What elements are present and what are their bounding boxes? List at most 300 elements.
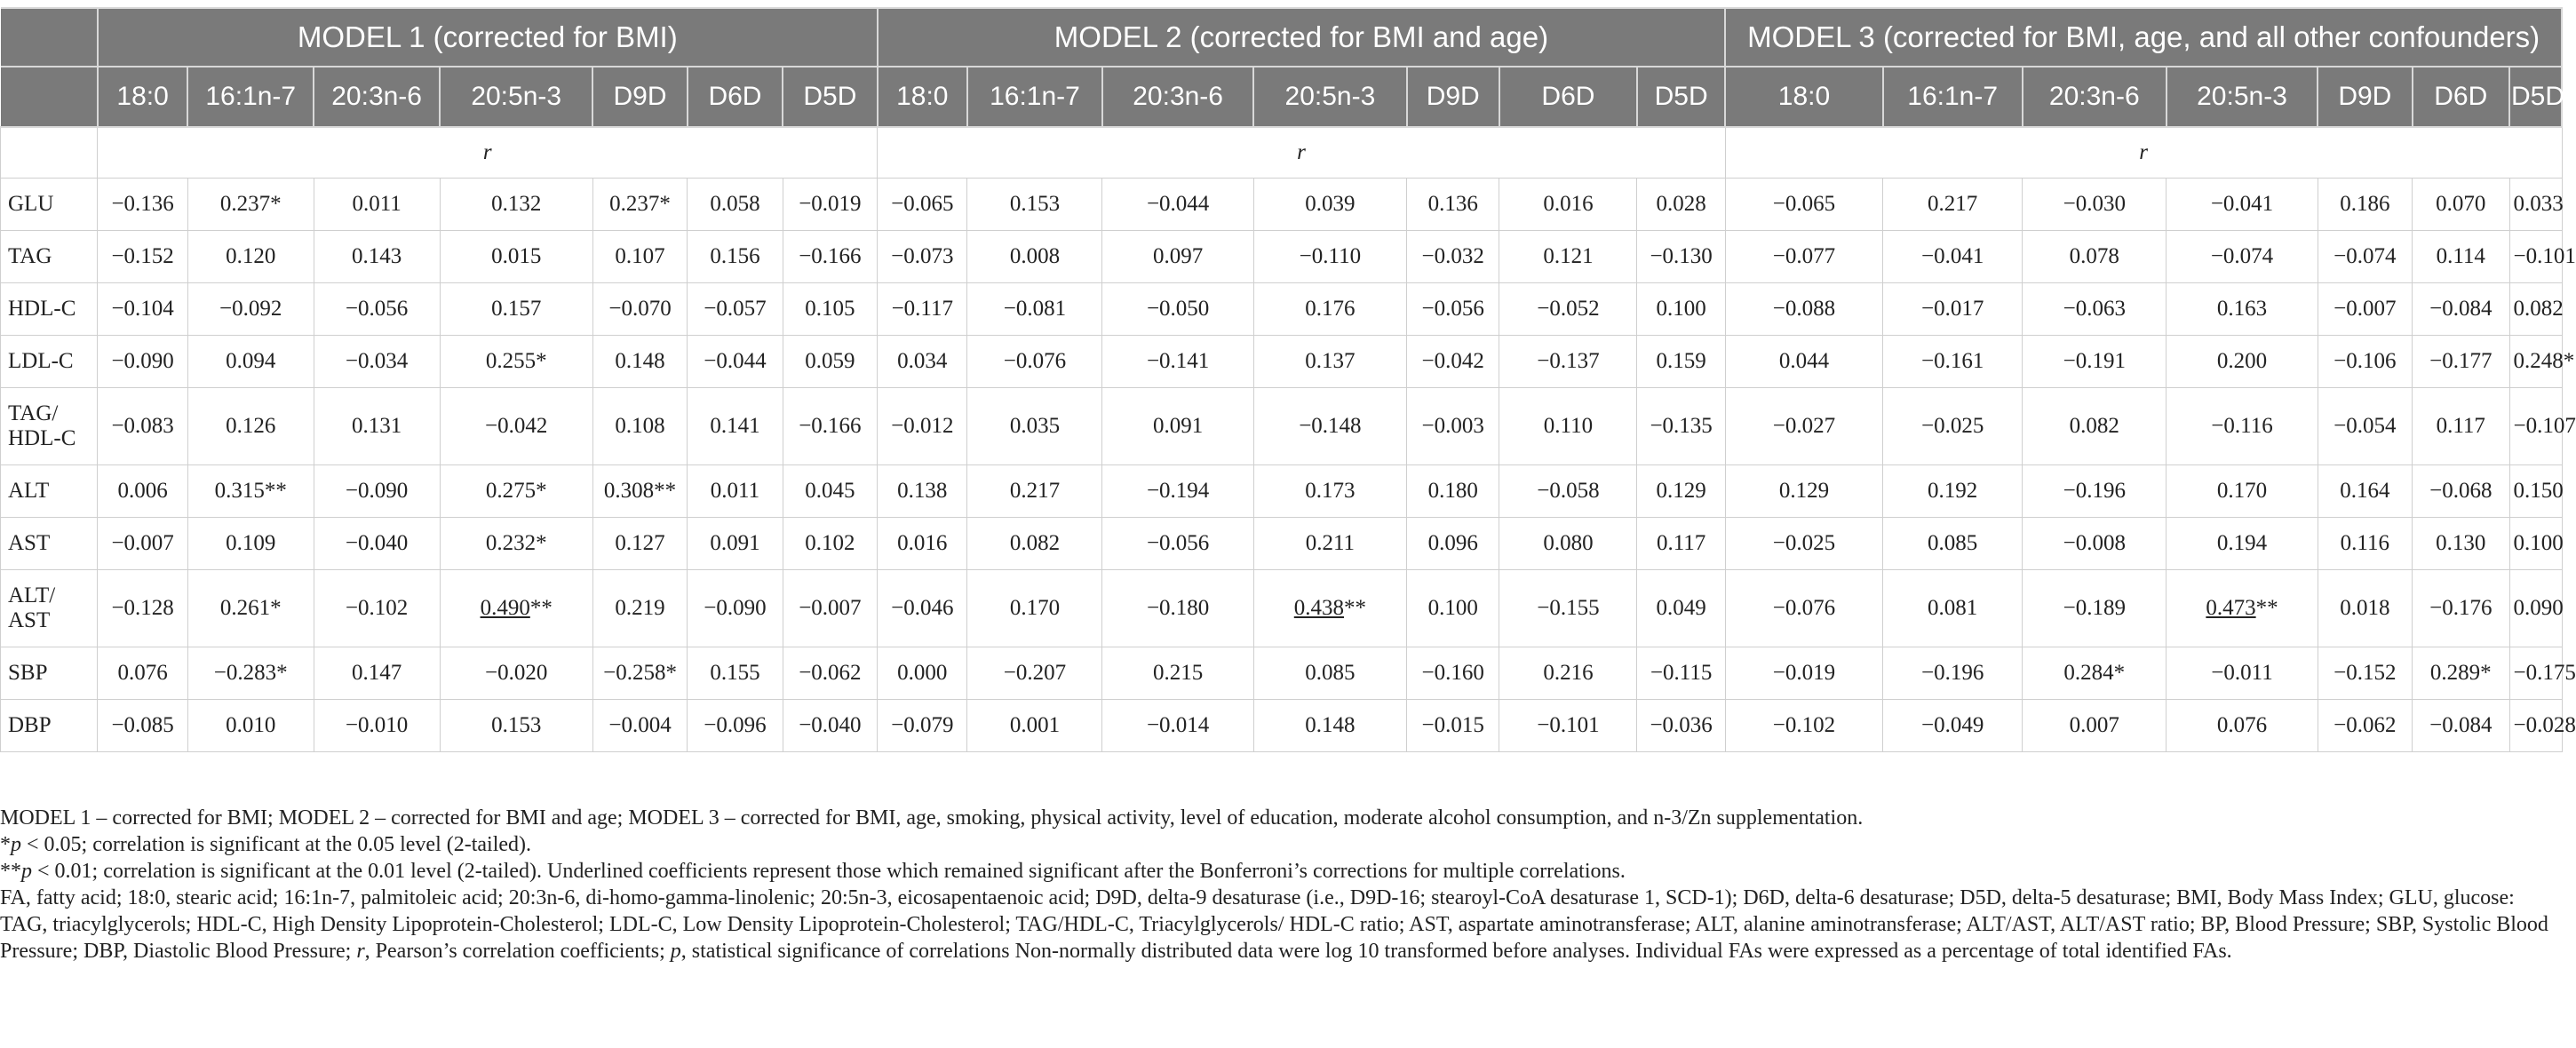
cell-value: −0.007	[2334, 297, 2397, 321]
cell-value: −0.025	[1921, 414, 1984, 438]
cell-value: −0.007	[111, 531, 174, 555]
cell-value: 0.194	[2216, 531, 2268, 555]
table-cell	[783, 518, 877, 570]
table-cell	[440, 388, 592, 465]
table-cell	[878, 465, 967, 518]
table-cell	[1883, 231, 2023, 283]
table-cell	[2509, 647, 2576, 700]
table-cell	[2318, 231, 2412, 283]
significance-marker: *	[536, 349, 547, 373]
significance-marker: *	[536, 479, 547, 503]
cell-value: −0.074	[2210, 244, 2274, 268]
table-row	[1, 700, 2563, 752]
table-cell	[187, 336, 314, 388]
cell-value: 0.120	[226, 244, 276, 268]
table-cell	[1407, 700, 1499, 752]
cell-value: −0.084	[2429, 297, 2493, 321]
cell-value: −0.058	[1537, 479, 1600, 503]
cell-value: −0.028	[2513, 713, 2576, 737]
table-cell	[1407, 231, 1499, 283]
cell-value: 0.490	[480, 596, 530, 620]
table-cell	[1725, 283, 1882, 336]
table-footnotes	[0, 805, 2549, 965]
table-cell	[878, 388, 967, 465]
table-cell	[314, 700, 440, 752]
table-cell	[440, 570, 592, 647]
table-cell	[592, 283, 687, 336]
table-cell	[1102, 388, 1253, 465]
cell-value: 0.289	[2429, 661, 2481, 685]
cell-value: −0.062	[799, 661, 862, 685]
table-cell	[878, 647, 967, 700]
cell-value: −0.088	[1772, 297, 1836, 321]
table-row	[1, 570, 2563, 647]
cell-value: 0.076	[2216, 713, 2268, 737]
table-cell	[2318, 388, 2412, 465]
table-cell	[878, 231, 967, 283]
table-cell	[1725, 179, 1882, 231]
cell-value: −0.083	[111, 414, 174, 438]
column-header: 20:5n-3	[440, 67, 592, 127]
table-cell	[783, 179, 877, 231]
column-header: D6D	[2413, 67, 2509, 127]
table-cell	[967, 388, 1102, 465]
table-cell	[1499, 283, 1637, 336]
table-cell	[1499, 231, 1637, 283]
table-row	[1, 336, 2563, 388]
table-cell	[2167, 570, 2318, 647]
cell-value: −0.115	[1650, 661, 1713, 685]
cell-value: 0.100	[2513, 531, 2564, 555]
table-cell	[967, 700, 1102, 752]
table-cell	[2023, 465, 2167, 518]
table-cell	[688, 465, 783, 518]
cell-value: 0.006	[117, 479, 168, 503]
cell-value: −0.135	[1650, 414, 1713, 438]
table-cell	[314, 518, 440, 570]
cell-value: 0.116	[2340, 531, 2389, 555]
cell-value: 0.117	[1656, 531, 1706, 555]
cell-value: 0.081	[1928, 596, 1978, 620]
table-cell	[2167, 465, 2318, 518]
cell-value: 0.076	[117, 661, 168, 685]
table-row	[1, 465, 2563, 518]
header-corner-2	[1, 67, 98, 127]
table-cell	[2023, 570, 2167, 647]
significance-marker: *	[270, 192, 282, 216]
cell-value: −0.102	[1772, 713, 1836, 737]
cell-value: −0.068	[2429, 479, 2493, 503]
cell-value: −0.160	[1421, 661, 1484, 685]
cell-value: −0.007	[799, 596, 862, 620]
cell-value: −0.196	[2063, 479, 2126, 503]
column-header: 18:0	[98, 67, 187, 127]
cell-value: −0.063	[2063, 297, 2126, 321]
cell-value: −0.020	[485, 661, 548, 685]
table-cell	[440, 465, 592, 518]
table-cell	[2318, 336, 2412, 388]
cell-value: −0.141	[1146, 349, 1210, 373]
cell-value: −0.044	[1146, 192, 1210, 216]
row-label: HDL-C	[1, 283, 98, 336]
table-cell	[314, 465, 440, 518]
table-cell	[1725, 518, 1882, 570]
table-cell	[688, 700, 783, 752]
table-cell	[1499, 518, 1637, 570]
table-cell	[1499, 700, 1637, 752]
table-cell	[2318, 700, 2412, 752]
table-cell	[98, 283, 187, 336]
table-cell	[2509, 283, 2562, 336]
table-cell	[1102, 570, 1253, 647]
table-cell	[2318, 570, 2412, 647]
significance-marker: **	[1344, 596, 1367, 620]
table-cell	[98, 336, 187, 388]
table-cell	[1407, 388, 1499, 465]
column-header: D5D	[1637, 67, 1725, 127]
column-header: 16:1n-7	[967, 67, 1102, 127]
table-cell	[2167, 647, 2318, 700]
row-label: SBP	[1, 647, 98, 700]
table-cell	[2509, 518, 2562, 570]
significance-marker: **	[654, 479, 677, 503]
table-cell	[592, 465, 687, 518]
cell-value: 0.105	[805, 297, 855, 321]
cell-value: 0.126	[226, 414, 276, 438]
cell-value: 0.176	[1305, 297, 1356, 321]
cell-value: −0.130	[1650, 244, 1713, 268]
cell-value: 0.248	[2513, 349, 2564, 373]
cell-value: 0.261	[219, 596, 271, 620]
r-label-model-3: r	[1725, 127, 2562, 179]
cell-value: −0.191	[2063, 349, 2126, 373]
cell-value: −0.196	[1921, 661, 1984, 685]
significance-marker: *	[659, 192, 671, 216]
cell-value: 0.180	[1427, 479, 1478, 503]
cell-value: −0.019	[799, 192, 862, 216]
table-cell	[314, 388, 440, 465]
table-cell	[314, 647, 440, 700]
table-cell	[440, 700, 592, 752]
cell-value: 0.001	[1009, 713, 1061, 737]
cell-value: −0.008	[2063, 531, 2126, 555]
table-cell	[187, 647, 314, 700]
table-cell	[1407, 647, 1499, 700]
table-cell	[783, 388, 877, 465]
table-cell	[2023, 700, 2167, 752]
table-cell	[1407, 179, 1499, 231]
column-header: D9D	[1407, 67, 1499, 127]
cell-value: 0.237	[219, 192, 271, 216]
row-label: GLU	[1, 179, 98, 231]
table-cell	[1883, 283, 2023, 336]
table-row	[1, 388, 2563, 465]
table-cell	[1253, 700, 1406, 752]
table-cell	[187, 283, 314, 336]
cell-value: 0.114	[2436, 244, 2485, 268]
table-cell	[1253, 518, 1406, 570]
cell-value: −0.030	[2063, 192, 2126, 216]
table-cell	[2413, 647, 2509, 700]
row-label-line: HDL-C	[8, 426, 76, 450]
cell-value: −0.054	[2334, 414, 2397, 438]
table-cell	[878, 700, 967, 752]
footnote-abbreviations: FA, fatty acid; 18:0, stearic acid; 16:1n-7, palmitoleic acid; 20:3n-6, di-homo-gamma-linolenic; 20:5n-3, eicosapentaenoic acid; D9D, delta-9 desaturase (i.e., D9D-16; stearoyl-CoA desaturase 1, SCD-1); D6D, delta-6 desaturase; D5D, delta-5 desaturase; BMI, Body Mass Index; GLU, glucose: TAG, triacylglycerols; HDL-C, High Density Lipoprotein-Cholesterol; LDL-C, Low Density Lipoprotein-Cholesterol; TAG/HDL-C, Triacylglycerols/ HDL-C ratio; AST, aspartate aminotransferase; ALT, alanine aminotransferase; ALT/AST, ALT/AST ratio; BP, Blood Pressure; SBP, Systolic Blood Pressure; DBP, Diastolic Blood Pressure; r, Pearson’s correlation coefficients; p, statistical significance of correlations Non-normally distributed data were log 10 transformed before analyses. Individual FAs were expressed as a percentage of total identified FAs.	[0, 886, 2548, 963]
table-row	[1, 231, 2563, 283]
column-header: D6D	[688, 67, 783, 127]
cell-value: 0.237	[609, 192, 660, 216]
cell-value: 0.132	[491, 192, 542, 216]
cell-value: 0.153	[491, 713, 542, 737]
table-cell	[967, 570, 1102, 647]
cell-value: −0.116	[2211, 414, 2273, 438]
cell-value: 0.159	[1656, 349, 1706, 373]
table-cell	[783, 570, 877, 647]
table-cell	[688, 647, 783, 700]
cell-value: −0.166	[799, 244, 862, 268]
model-1-header: MODEL 1 (corrected for BMI)	[98, 8, 878, 67]
table-cell	[187, 388, 314, 465]
table-cell	[1883, 465, 2023, 518]
table-cell	[688, 283, 783, 336]
significance-marker: **	[264, 479, 287, 503]
significance-marker: **	[2255, 596, 2278, 620]
cell-value: 0.315	[214, 479, 265, 503]
cell-value: 0.148	[615, 349, 665, 373]
column-header: 20:5n-3	[1253, 67, 1406, 127]
table-cell	[1637, 647, 1725, 700]
cell-value: −0.090	[345, 479, 409, 503]
r-row-label	[1, 127, 98, 179]
cell-value: 0.127	[615, 531, 665, 555]
cell-value: 0.141	[710, 414, 760, 438]
table-cell	[592, 179, 687, 231]
column-header: 16:1n-7	[1883, 67, 2023, 127]
table-cell	[967, 465, 1102, 518]
cell-value: 0.200	[2216, 349, 2268, 373]
table-cell	[187, 518, 314, 570]
table-cell	[1637, 283, 1725, 336]
table-cell	[1407, 283, 1499, 336]
cell-value: 0.015	[491, 244, 542, 268]
table-cell	[2318, 518, 2412, 570]
cell-value: −0.052	[1537, 297, 1600, 321]
cell-value: 0.096	[1427, 531, 1478, 555]
cell-value: 0.164	[2340, 479, 2390, 503]
table-cell	[1499, 465, 1637, 518]
table-row	[1, 647, 2563, 700]
cell-value: 0.170	[2216, 479, 2268, 503]
significance-marker: *	[2113, 661, 2126, 685]
table-cell	[1499, 336, 1637, 388]
model-2-header: MODEL 2 (corrected for BMI and age)	[878, 8, 1726, 67]
cell-value: −0.258	[603, 661, 666, 685]
cell-value: −0.106	[2334, 349, 2397, 373]
cell-value: 0.217	[1009, 479, 1061, 503]
cell-value: −0.041	[1921, 244, 1984, 268]
cell-value: 0.157	[491, 297, 542, 321]
cell-value: −0.040	[799, 713, 862, 737]
table-cell	[967, 179, 1102, 231]
cell-value: −0.044	[704, 349, 767, 373]
table-cell	[2318, 465, 2412, 518]
cell-value: −0.012	[891, 414, 954, 438]
table-cell	[1102, 647, 1253, 700]
table-cell	[592, 647, 687, 700]
table-cell	[2023, 647, 2167, 700]
cell-value: −0.092	[219, 297, 282, 321]
cell-value: 0.136	[1427, 192, 1478, 216]
table-row	[1, 179, 2563, 231]
cell-value: −0.136	[111, 192, 174, 216]
cell-value: 0.094	[226, 349, 276, 373]
table-cell	[314, 179, 440, 231]
table-cell	[440, 283, 592, 336]
cell-value: −0.148	[1299, 414, 1362, 438]
table-cell	[878, 179, 967, 231]
cell-value: 0.082	[2069, 414, 2119, 438]
table-cell	[1637, 465, 1725, 518]
cell-value: 0.091	[710, 531, 760, 555]
cell-value: −0.152	[111, 244, 174, 268]
footnote-models: MODEL 1 – corrected for BMI; MODEL 2 – corrected for BMI and age; MODEL 3 – corrected for BMI, age, smoking, physical activity, level of education, moderate alcohol consumption, and n-3/Zn supplementation.	[0, 806, 1864, 830]
cell-value: −0.137	[1537, 349, 1600, 373]
table-cell	[1499, 179, 1637, 231]
column-header: D5D	[783, 67, 877, 127]
table-cell	[1883, 647, 2023, 700]
table-cell	[967, 518, 1102, 570]
cell-value: −0.175	[2513, 661, 2576, 685]
column-header: D5D	[2509, 67, 2562, 127]
cell-value: −0.076	[1772, 596, 1836, 620]
column-header: D6D	[1499, 67, 1637, 127]
cell-value: 0.016	[897, 531, 948, 555]
cell-value: −0.036	[1650, 713, 1713, 737]
significance-marker: *	[536, 531, 547, 555]
cell-value: −0.180	[1146, 596, 1210, 620]
table-cell	[1407, 336, 1499, 388]
table-cell	[1637, 336, 1725, 388]
table-cell	[1407, 518, 1499, 570]
table-cell	[878, 336, 967, 388]
column-header: 20:3n-6	[2023, 67, 2167, 127]
cell-value: 0.137	[1305, 349, 1356, 373]
cell-value: −0.101	[1537, 713, 1600, 737]
cell-value: 0.186	[2340, 192, 2390, 216]
column-header: 18:0	[878, 67, 967, 127]
table-cell	[688, 570, 783, 647]
table-cell	[1637, 179, 1725, 231]
row-label	[1, 570, 98, 647]
cell-value: 0.173	[1305, 479, 1356, 503]
table-cell	[592, 231, 687, 283]
cell-value: 0.045	[805, 479, 855, 503]
table-cell	[1637, 231, 1725, 283]
cell-value: −0.065	[1772, 192, 1836, 216]
table-cell	[1253, 231, 1406, 283]
table-cell	[2509, 465, 2562, 518]
table-cell	[2413, 179, 2509, 231]
table-cell	[187, 179, 314, 231]
cell-value: −0.056	[1421, 297, 1484, 321]
table-cell	[967, 231, 1102, 283]
table-cell	[440, 336, 592, 388]
table-cell	[440, 179, 592, 231]
table-cell	[1499, 647, 1637, 700]
cell-value: 0.153	[1009, 192, 1061, 216]
cell-value: −0.070	[608, 297, 672, 321]
cell-value: −0.077	[1772, 244, 1836, 268]
table-cell	[1883, 570, 2023, 647]
cell-value: −0.079	[891, 713, 954, 737]
table-cell	[2413, 570, 2509, 647]
cell-value: 0.155	[710, 661, 760, 685]
cell-value: −0.050	[1146, 297, 1210, 321]
cell-value: 0.082	[2513, 297, 2564, 321]
table-cell	[98, 700, 187, 752]
table-cell	[314, 336, 440, 388]
table-cell	[98, 388, 187, 465]
cell-value: 0.059	[805, 349, 855, 373]
table-cell	[2023, 179, 2167, 231]
cell-value: 0.033	[2513, 192, 2564, 216]
cell-value: −0.104	[111, 297, 174, 321]
cell-value: −0.017	[1921, 297, 1984, 321]
cell-value: −0.176	[2429, 596, 2493, 620]
row-label-line: TAG/	[8, 401, 59, 425]
table-cell	[2413, 700, 2509, 752]
cell-value: 0.308	[603, 479, 655, 503]
cell-value: −0.046	[891, 596, 954, 620]
cell-value: −0.027	[1772, 414, 1836, 438]
cell-value: 0.163	[2216, 297, 2268, 321]
cell-value: −0.283	[213, 661, 277, 685]
cell-value: 0.215	[1152, 661, 1204, 685]
table-cell	[1102, 700, 1253, 752]
table-cell	[688, 231, 783, 283]
table-cell	[1253, 179, 1406, 231]
table-cell	[98, 179, 187, 231]
table-cell	[1725, 465, 1882, 518]
significance-marker: *	[2563, 349, 2575, 373]
cell-value: −0.019	[1772, 661, 1836, 685]
column-header: D9D	[592, 67, 687, 127]
table-cell	[592, 700, 687, 752]
table-cell	[1725, 336, 1882, 388]
cell-value: −0.081	[1003, 297, 1067, 321]
column-header: 20:3n-6	[1102, 67, 1253, 127]
table-cell	[688, 388, 783, 465]
cell-value: −0.166	[799, 414, 862, 438]
column-header: 20:3n-6	[314, 67, 440, 127]
significance-marker: *	[270, 596, 282, 620]
table-cell	[1102, 336, 1253, 388]
cell-value: −0.102	[345, 596, 409, 620]
cell-value: 0.100	[1427, 596, 1478, 620]
table-cell	[2023, 231, 2167, 283]
cell-value: −0.177	[2429, 349, 2493, 373]
cell-value: −0.041	[2210, 192, 2274, 216]
cell-value: −0.084	[2429, 713, 2493, 737]
cell-value: −0.110	[1299, 244, 1362, 268]
cell-value: 0.028	[1656, 192, 1706, 216]
cell-value: 0.010	[226, 713, 276, 737]
table-row	[1, 283, 2563, 336]
table-cell	[783, 283, 877, 336]
cell-value: −0.042	[485, 414, 548, 438]
cell-value: 0.100	[1656, 297, 1706, 321]
table-cell	[440, 647, 592, 700]
